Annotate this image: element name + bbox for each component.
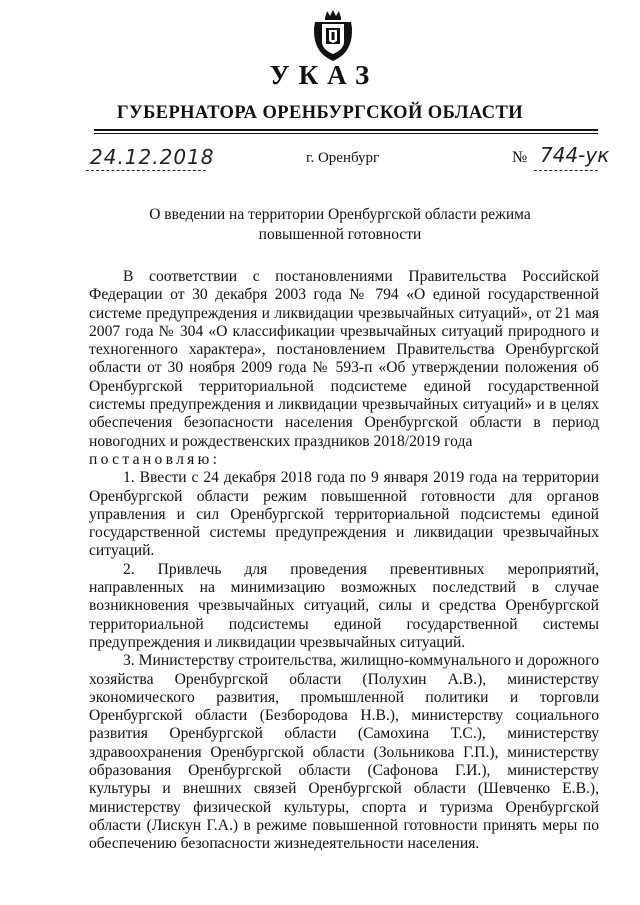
decree-word: постановляю: xyxy=(89,450,221,468)
date-underline xyxy=(86,170,206,171)
item-paragraph-1: 1. Ввести с 24 декабря 2018 года по 9 января 2019 года на территории Оренбургской области режим повышенной готовности для органов управления и сил Оренбургской территориальной подсистемы единой государственной системы предупреждения и ликвидации чрезвычайных ситуаций. xyxy=(89,469,599,560)
document-number: 744-ук xyxy=(540,143,610,167)
item-paragraph-3: 3. Министерству строительства, жилищно-коммунального и дорожного хозяйства Оренбургской области (Полухин А.В.), министерству экономического развития, промышленной политики и торговли Оренбургской области (Безбородова Н.В.), министерству социального развития Оренбургской области (Самохина Т.С.), министерству здравоохранения Оренбургской области (Зольникова Г.П.), министерству образования Оренбургской области (Сафонова Г.И.), министерству культуры и внешних связей Оренбургской области (Шевченко Е.В.), министерству физической культуры, спорта и туризма Оренбургской области (Лискун Г.А.) в режиме повышенной готовности принять меры по обеспечению безопасности жизнедеятельности населения. xyxy=(89,652,599,853)
coat-of-arms-icon xyxy=(311,8,355,62)
number-sign: № xyxy=(512,149,528,166)
issuing-city: г. Оренбург xyxy=(306,150,380,166)
item-paragraph-2: 2. Привлечь для проведения превентивных мероприятий, направленных на минимизацию возможных последствий в случае возникновения чрезвычайных ситуаций, силы и средства Оренбургской территориальной подсистемы единой государственной системы предупреждения и ликвидации чрезвычайных ситуаций. xyxy=(89,560,599,651)
issuing-authority: ГУБЕРНАТОРА ОРЕНБУРГСКОЙ ОБЛАСТИ xyxy=(116,103,524,123)
document-body xyxy=(89,268,599,854)
document-heading: О введении на территории Оренбургской области режима повышенной готовности xyxy=(149,206,531,243)
preamble-paragraph: В соответствии с постановлениями Правительства Российской Федерации от 30 декабря 2003 года № 794 «О единой государственной системе предупреждения и ликвидации чрезвычайных ситуаций», от 21 мая 2007 года № 304 «О классификации чрезвычайных ситуаций природного и техногенного характера», постановлением Правительства Оренбургской области от 30 ноября 2009 года № 593-п «Об утверждении положения об Оренбургской территориальной подсистеме единой государственной системы предупреждения и ликвидации чрезвычайных ситуаций» и в целях обеспечения безопасности населения Оренбургской области в период новогодних и рождественских праздников 2018/2019 года xyxy=(89,268,599,450)
document-type-title: УКАЗ xyxy=(269,60,379,90)
number-underline xyxy=(534,170,598,171)
header-rule-thin xyxy=(94,133,598,134)
header-rule-thick xyxy=(94,129,598,131)
document-date: 24.12.2018 xyxy=(90,145,215,169)
